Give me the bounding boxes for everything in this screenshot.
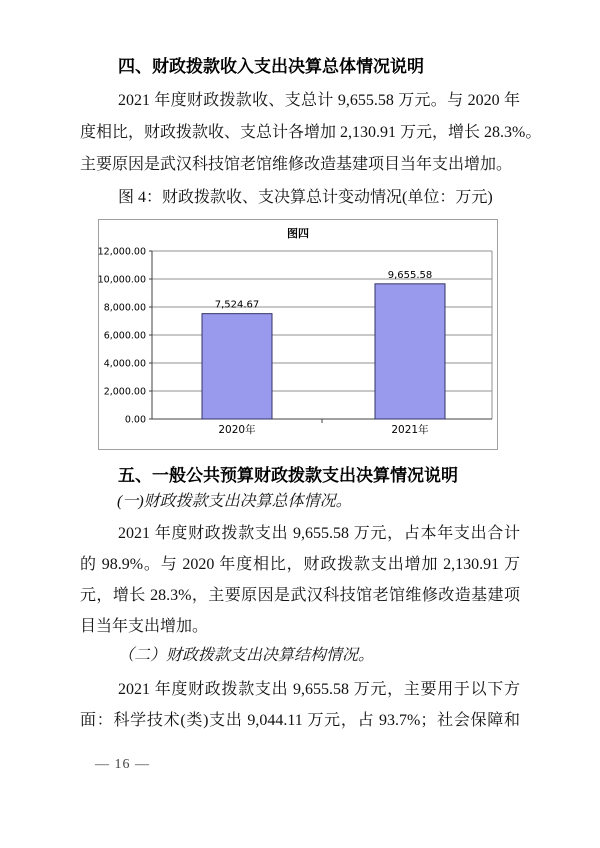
y-tick-label: 2,000.00 [103, 386, 146, 398]
x-category-label: 2020年 [218, 424, 256, 436]
paragraph-line: 2021 年度财政拨款收、支总计 9,655.58 万元。与 2020 年 [118, 92, 520, 109]
bar-2020年 [202, 314, 272, 419]
figure-4-bar-chart [98, 219, 498, 450]
bar-2021年 [375, 284, 445, 419]
paragraph-line: 面：科学技术(类)支出 9,044.11 万元，占 93.7%；社会保障和 [80, 712, 520, 729]
paragraph-line: 2021 年度财政拨款支出 9,655.58 万元，主要用于以下方 [118, 681, 520, 698]
chart-title: 图四 [287, 227, 309, 240]
y-tick-label: 8,000.00 [103, 302, 146, 314]
subsection-1-heading: (一)财政拨款支出决算总体情况。 [117, 493, 352, 510]
bar-value-label: 7,524.67 [214, 299, 260, 311]
section-4-heading: 四、财政拨款收入支出决算总体情况说明 [118, 57, 424, 76]
y-tick-label: 4,000.00 [103, 358, 146, 370]
paragraph-line: 目当年支出增加。 [80, 618, 209, 635]
paragraph-line: 元，增长 28.3%，主要原因是武汉科技馆老馆维修改造基建项 [80, 587, 520, 604]
figure-caption: 图 4：财政拨款收、支决算总计变动情况(单位：万元) [118, 189, 493, 206]
page-number: — 16 — [95, 757, 150, 772]
bar-chart-svg [98, 219, 498, 450]
paragraph-line: 2021 年度财政拨款支出 9,655.58 万元，占本年支出合计 [118, 525, 520, 542]
paragraph-line: 的 98.9%。与 2020 年度相比，财政拨款支出增加 2,130.91 万 [80, 556, 520, 573]
section-5-heading: 五、一般公共预算财政拨款支出决算情况说明 [118, 466, 458, 485]
y-tick-label: 12,000.00 [98, 246, 146, 258]
paragraph-line: 主要原因是武汉科技馆老馆维修改造基建项目当年支出增加。 [80, 156, 513, 173]
y-tick-label: 10,000.00 [98, 274, 146, 286]
y-tick-label: 6,000.00 [103, 330, 146, 342]
y-tick-label: 0.00 [124, 414, 146, 426]
x-category-label: 2021年 [391, 424, 429, 436]
subsection-2-heading: （二）财政拨款支出决算结构情况。 [118, 647, 375, 664]
bar-value-label: 9,655.58 [387, 269, 433, 281]
paragraph-line: 度相比，财政拨款收、支总计各增加 2,130.91 万元，增长 28.3%。 [80, 124, 542, 141]
